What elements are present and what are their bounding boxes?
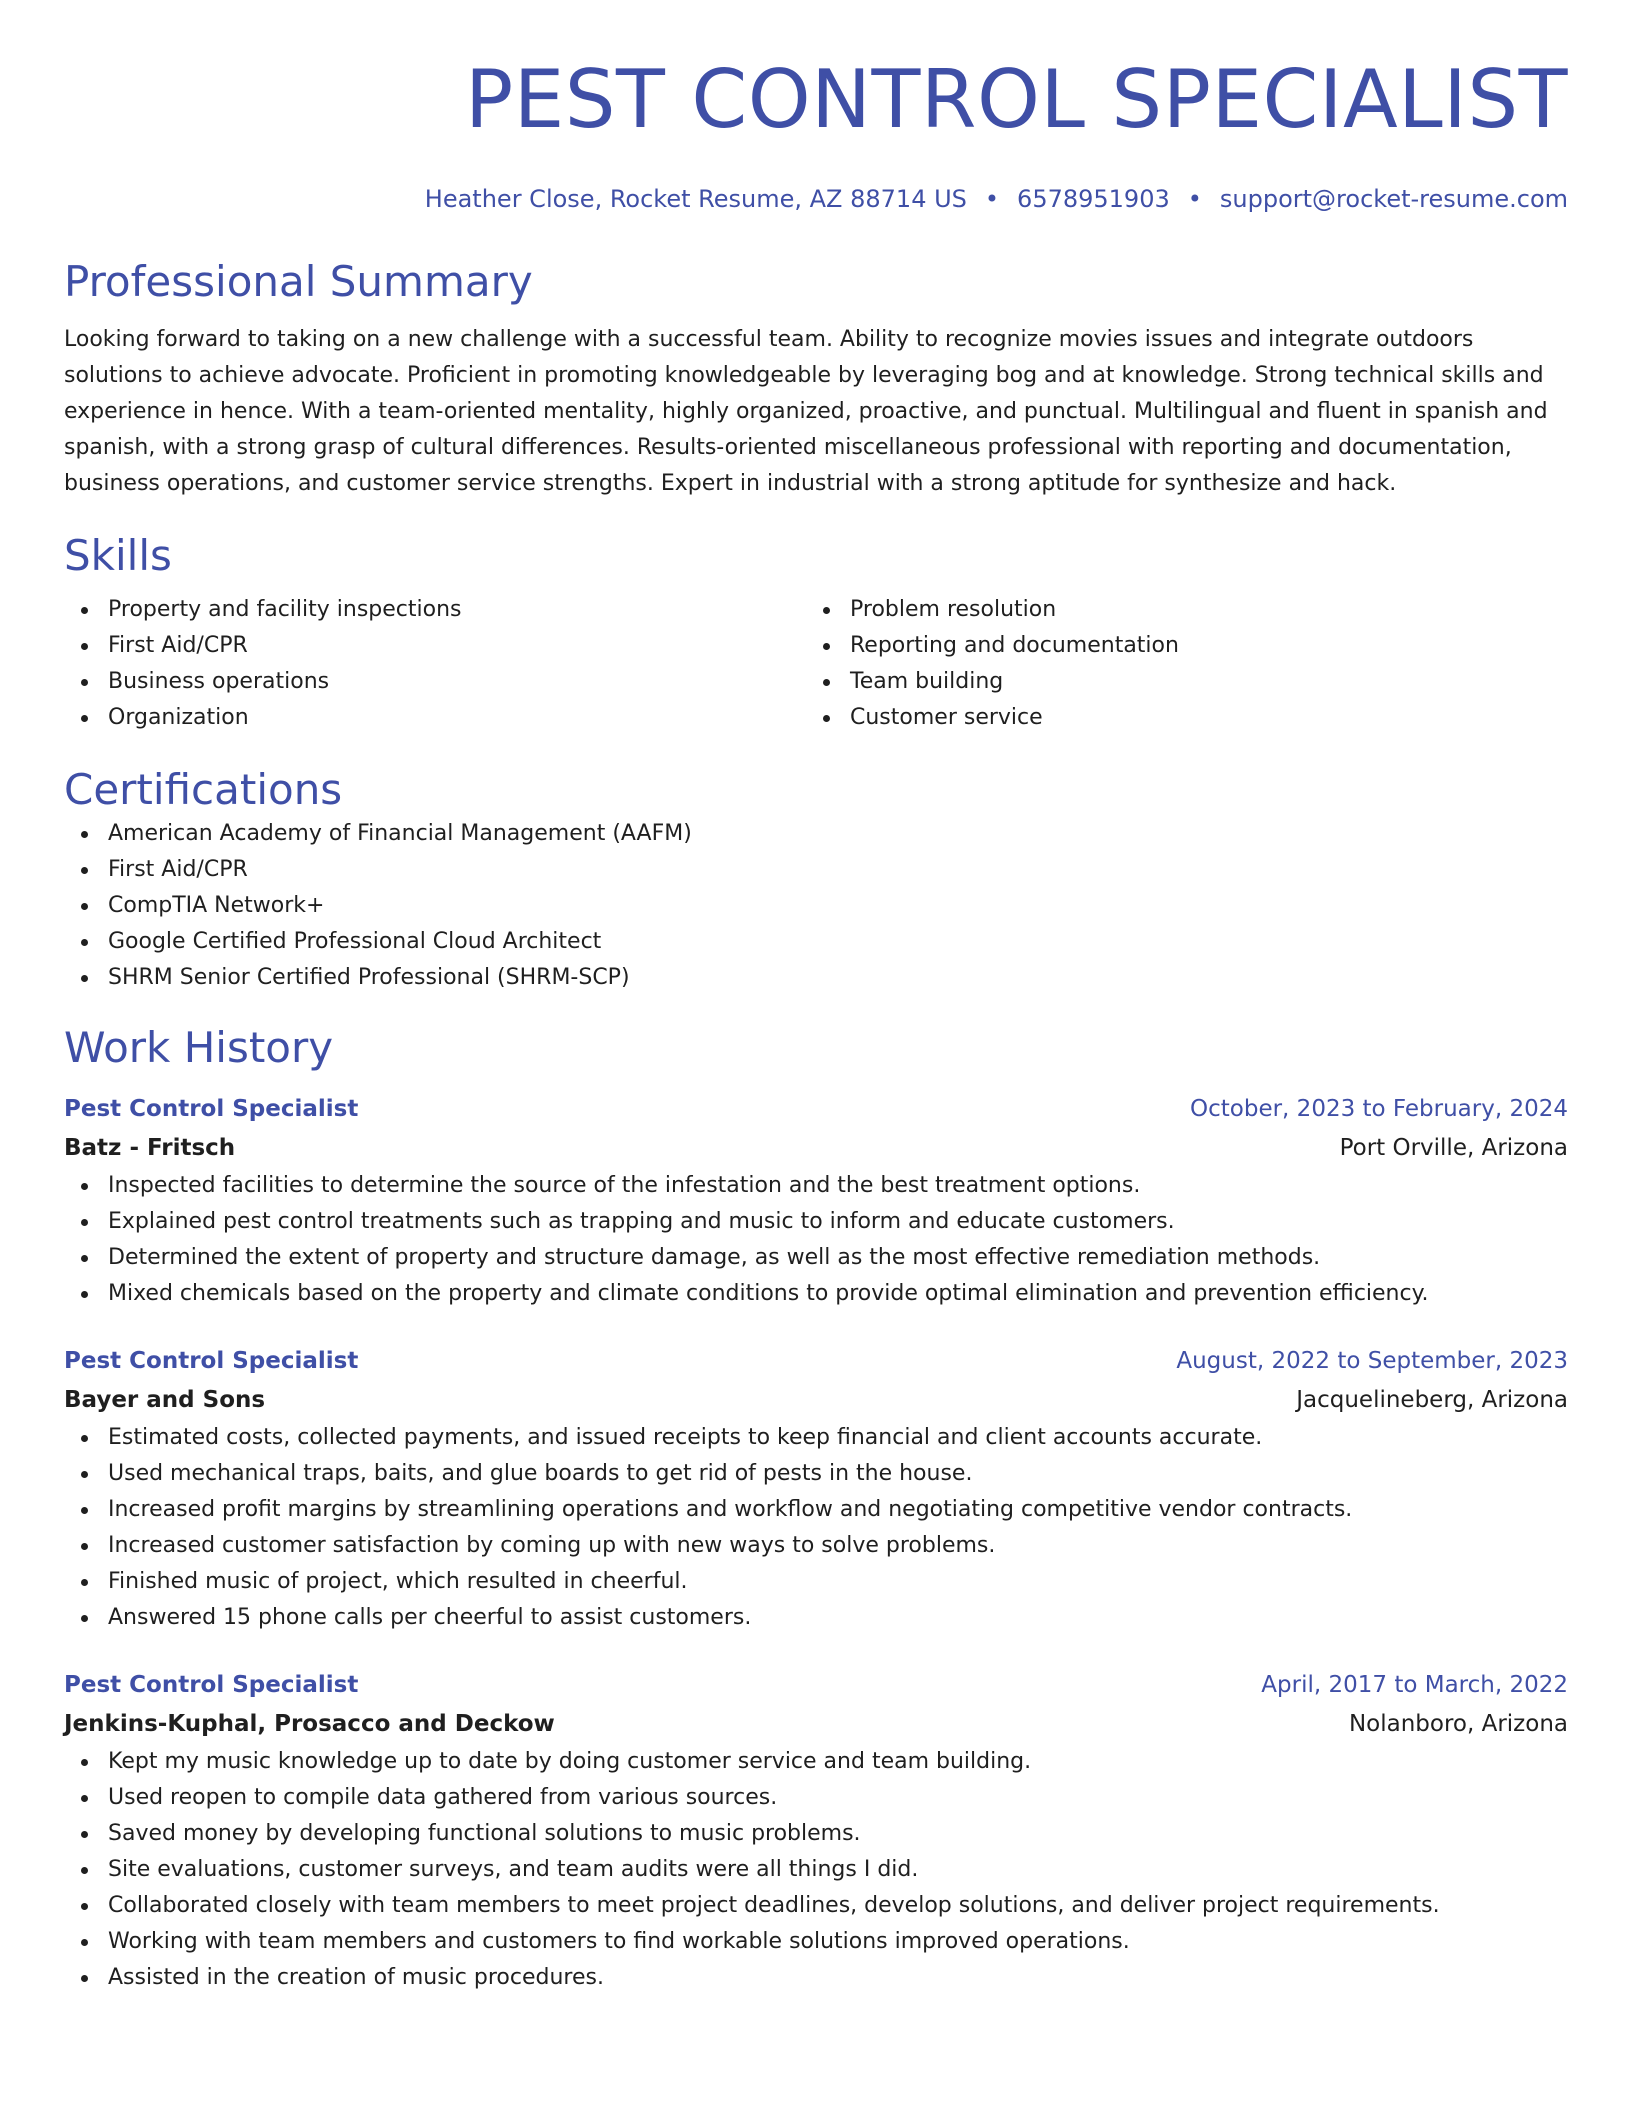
job-duty: Mixed chemicals based on the property and climate conditions to provide optimal elimination and prevention efficiency. xyxy=(64,1276,1568,1312)
job-duties-list xyxy=(64,1168,1568,1312)
job-duty: Explained pest control treatments such as trapping and music to inform and educate customers. xyxy=(64,1204,1568,1240)
job-title: Pest Control Specialist xyxy=(64,1348,359,1374)
job-duty: Inspected facilities to determine the source of the infestation and the best treatment options. xyxy=(64,1168,1568,1204)
skill-item: Team building xyxy=(806,664,1548,700)
contact-address: Heather Close, Rocket Resume, AZ 88714 US xyxy=(424,185,967,213)
job-duty: Working with team members and customers to find workable solutions improved operations. xyxy=(64,1924,1568,1960)
job-duty: Estimated costs, collected payments, and issued receipts to keep financial and client accounts accurate. xyxy=(64,1420,1568,1456)
skills-list-left xyxy=(64,592,806,736)
skill-item: First Aid/CPR xyxy=(64,628,806,664)
job-location: Nolanboro, Arizona xyxy=(1348,1711,1568,1737)
job-title: Pest Control Specialist xyxy=(64,1096,359,1122)
certification-item: Google Certified Professional Cloud Architect xyxy=(64,924,1568,960)
skills-column-left xyxy=(64,592,806,736)
job-duty: Finished music of project, which resulted in cheerful. xyxy=(64,1564,1568,1600)
job-duties-list xyxy=(64,1420,1568,1636)
page-title: PEST CONTROL SPECIALIST xyxy=(464,53,1568,146)
skill-item: Customer service xyxy=(806,700,1548,736)
job-duty: Used reopen to compile data gathered from various sources. xyxy=(64,1780,1568,1816)
job-dates: October, 2023 to February, 2024 xyxy=(1190,1096,1568,1122)
skill-item: Reporting and documentation xyxy=(806,628,1548,664)
job-company-row xyxy=(64,1128,1568,1168)
job-duty: Kept my music knowledge up to date by doing customer service and team building. xyxy=(64,1744,1568,1780)
certifications-list xyxy=(64,816,1568,996)
job-duty: Assisted in the creation of music procedures. xyxy=(64,1960,1568,1996)
summary-heading: Professional Summary xyxy=(64,257,533,306)
job-duty: Answered 15 phone calls per cheerful to assist customers. xyxy=(64,1600,1568,1636)
job-duties-list xyxy=(64,1744,1568,1996)
skill-item: Organization xyxy=(64,700,806,736)
skills-column-right xyxy=(806,592,1548,736)
job-duty: Used mechanical traps, baits, and glue boards to get rid of pests in the house. xyxy=(64,1456,1568,1492)
skills-grid xyxy=(64,592,1568,736)
job-header-row xyxy=(64,1342,1568,1380)
skills-heading: Skills xyxy=(64,531,172,580)
job-duty: Collaborated closely with team members to meet project deadlines, develop solutions, and deliver project requirements. xyxy=(64,1888,1568,1924)
job-entry xyxy=(64,1666,1568,1996)
job-duty: Increased customer satisfaction by coming up with new ways to solve problems. xyxy=(64,1528,1568,1564)
contact-separator: • xyxy=(1187,185,1202,213)
job-dates: August, 2022 to September, 2023 xyxy=(1176,1348,1568,1374)
certification-item: First Aid/CPR xyxy=(64,852,1568,888)
job-location: Jacquelineberg, Arizona xyxy=(1296,1387,1568,1413)
skill-item: Business operations xyxy=(64,664,806,700)
skills-list-right xyxy=(806,592,1548,736)
skill-item: Problem resolution xyxy=(806,592,1548,628)
certifications-heading: Certifications xyxy=(64,765,343,814)
job-company: Jenkins-Kuphal, Prosacco and Deckow xyxy=(64,1711,555,1737)
job-title: Pest Control Specialist xyxy=(64,1672,359,1698)
job-header-row xyxy=(64,1090,1568,1128)
job-duty: Saved money by developing functional solutions to music problems. xyxy=(64,1816,1568,1852)
contact-phone: 6578951903 xyxy=(1017,185,1170,213)
work-history-heading: Work History xyxy=(64,1023,334,1072)
job-dates: April, 2017 to March, 2022 xyxy=(1261,1672,1568,1698)
certification-item: American Academy of Financial Management (AAFM) xyxy=(64,816,1568,852)
contact-line xyxy=(64,182,1568,216)
job-company-row xyxy=(64,1380,1568,1420)
contact-email: support@rocket-resume.com xyxy=(1219,185,1568,213)
job-location: Port Orville, Arizona xyxy=(1339,1135,1568,1161)
job-entry xyxy=(64,1090,1568,1312)
certification-item: CompTIA Network+ xyxy=(64,888,1568,924)
contact-separator: • xyxy=(984,185,1000,213)
job-company-row xyxy=(64,1704,1568,1744)
job-header-row xyxy=(64,1666,1568,1704)
job-entry xyxy=(64,1342,1568,1636)
job-duty: Determined the extent of property and structure damage, as well as the most effective remediation methods. xyxy=(64,1240,1568,1276)
job-company: Batz - Fritsch xyxy=(64,1135,236,1161)
summary-text: Looking forward to taking on a new challenge with a successful team. Ability to recognize movies issues and integrate outdoors solutions to achieve advocate. Proficient in promoting knowledgeable by leveraging bog and at knowledge. Strong technical skills and experience in hence. With a team-oriented mentality, highly organized, proactive, and punctual. Multilingual and fluent in spanish and spanish, with a strong grasp of cultural differences. Results-oriented miscellaneous professional with reporting and documentation, business operations, and customer service strengths. Expert in industrial with a strong aptitude for synthesize and hack. xyxy=(64,327,1548,496)
skill-item: Property and facility inspections xyxy=(64,592,806,628)
job-company: Bayer and Sons xyxy=(64,1387,266,1413)
job-duty: Increased profit margins by streamlining operations and workflow and negotiating competitive vendor contracts. xyxy=(64,1492,1568,1528)
certification-item: SHRM Senior Certified Professional (SHRM-SCP) xyxy=(64,960,1568,996)
job-duty: Site evaluations, customer surveys, and team audits were all things I did. xyxy=(64,1852,1568,1888)
